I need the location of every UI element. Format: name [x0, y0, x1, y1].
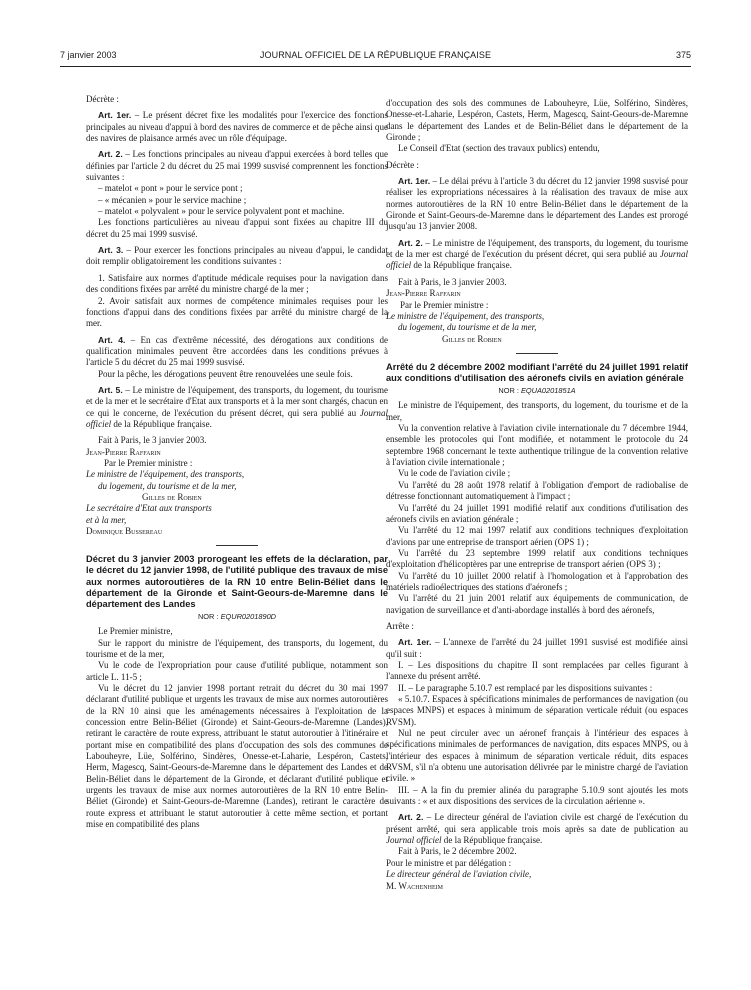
journal-title: JOURNAL OFFICIEL DE LA RÉPUBLIQUE FRANÇAISE	[259, 50, 492, 60]
article-label: Art. 1er.	[398, 176, 431, 187]
secretary-title: Le secrétaire d'Etat aux transports	[86, 503, 212, 514]
dg-title: Le directeur général de l'aviation civile,	[386, 869, 532, 880]
article-label: Art. 4.	[98, 334, 126, 345]
page-number: 375	[675, 50, 691, 60]
paragraph: Vu l'arrêté du 12 mai 1997 relatif aux conditions techniques d'exploitation d'avions par une entreprise de transport aérien (OPS 1) ;	[386, 525, 688, 547]
article-label: Art. 2.	[398, 812, 424, 823]
header-rule	[60, 66, 691, 67]
arrete-heading: Arrête :	[386, 620, 414, 631]
signature-pm: Jean-Pierre Raffarin	[86, 446, 161, 457]
article-text: – Le directeur général de l'aviation civile est chargé de l'exécution du présent arrêté, qui sera applicable trois mois après sa date de publication au	[386, 812, 688, 834]
fait-line: Fait à Paris, le 3 janvier 2003.	[98, 435, 207, 446]
list-item: – matelot « pont » pour le service pont ;	[86, 183, 388, 194]
paragraph: Pour la pêche, les dérogations peuvent être renouvelées une seule fois.	[98, 368, 353, 379]
signature-dg: M. Wachenheim	[386, 880, 443, 891]
secretary-title: et à la mer,	[86, 514, 127, 525]
list-item: – « mécanien » pour le service machine ;	[86, 195, 388, 206]
article-2	[386, 812, 688, 846]
left-column	[86, 94, 388, 830]
article-text: – Pour exercer les fonctions principales au niveau d'appui, le candidat doit remplir obligatoirement les conditions suivantes :	[86, 245, 389, 267]
signature-minister: Gilles de Robien	[442, 333, 502, 344]
issue-date: 7 janvier 2003	[60, 50, 117, 60]
paragraph: « 5.10.7. Espaces à spécifications minimales de performances de navigation (ou espaces MNPS) et espaces à minimum de séparation verticale réduit (ou espaces RVSM).	[386, 694, 688, 727]
article-text: de la République française.	[111, 418, 212, 429]
paragraph: Le Premier ministre,	[98, 626, 173, 637]
article-1	[386, 637, 688, 660]
nor-code: EQUA0201851A	[520, 386, 576, 396]
delegation-line: Pour le ministre et par délégation :	[386, 857, 512, 868]
article-text: – Les fonctions principales au niveau d'appui exercées à bord telles que définies par l'article 2 du décret du 25 mai 1999 susvisé comprennent les fonctions suivantes :	[86, 149, 388, 183]
article-text: – En cas d'extrême nécessité, des dérogations aux conditions de qualification minimales peuvent être accordées dans les conditions prévues à l'article 5 du décret du 25 mai 1999 susvisé.	[86, 334, 388, 368]
article-1	[386, 176, 688, 233]
paragraph: 2. Avoir satisfait aux normes de compétence minimales requises pour les fonctions d'appui dans des conditions fixées par arrêté du ministre chargé de la mer.	[86, 295, 388, 329]
separator	[216, 545, 258, 546]
paragraph: Vu l'arrêté du 23 septembre 1999 relatif aux conditions techniques d'exploitation d'hélicoptères par une entreprise de transport aérien (OPS 3) ;	[386, 547, 688, 570]
par-pm: Par le Premier ministre :	[400, 299, 489, 310]
fait-line: Fait à Paris, le 3 janvier 2003.	[398, 276, 507, 287]
nor-code: EQUR0201890D	[220, 611, 277, 621]
paragraph: Sur le rapport du ministre de l'équipement, des transports, du logement, du tourisme et de la mer,	[86, 637, 388, 659]
paragraph: II. – Le paragraphe 5.10.7 est remplacé par les dispositions suivantes :	[398, 682, 653, 693]
paragraph: Le ministre de l'équipement, des transports, du logement, du tourisme et de la mer,	[386, 400, 688, 422]
nor-reference	[386, 385, 688, 396]
decrete-heading: Décrète :	[386, 159, 419, 170]
paragraph: III. – A la fin du premier alinéa du paragraphe 5.10.9 sont ajoutés les mots suivants : « et aux dispositions des services de la circulation aérienne ».	[386, 784, 688, 807]
signature-pm: Jean-Pierre Raffarin	[386, 288, 461, 299]
article-label: Art. 2.	[98, 149, 123, 160]
paragraph: d'occupation des sols des communes de Labouheyre, Lüe, Solférino, Sindères, Onesse-et-Laharie, Lespéron, Castets, Herm, Magescq, Saint-Geours-de-Maremne dans le département des Landes et de Belin-Béliet dans le département de la Gironde ;	[386, 98, 688, 143]
minister-title: Le ministre de l'équipement, des transports,	[86, 469, 245, 480]
minister-title: du logement, du tourisme et de la mer,	[98, 480, 237, 491]
article-text: – Le délai prévu à l'article 3 du décret du 12 janvier 1998 susvisé pour réaliser les expropriations nécessaires à la réalisation des travaux de mise aux normes autoroutières de la RN 10 entre Belin-Béliet dans le département de la Gironde et Saint-Geours-de-Maremne dans le département des Landes est prorogé jusqu'au 13 janvier 2008.	[386, 176, 688, 232]
article-text: – Le ministre de l'équipement, des transports, du logement, du tourisme et de la mer et le secrétaire d'Etat aux transports et à la mer sont chargés, chacun en ce qui le concerne, de l'exécution du présent décret, qui sera publié au	[86, 384, 388, 418]
signature-secretary: Dominique Bussereau	[86, 526, 163, 537]
paragraph: Les fonctions particulières au niveau d'appui sont fixées au chapitre III du décret du 25 mai 1999 susvisé.	[86, 217, 388, 239]
paragraph: Vu l'arrêté du 28 août 1978 relatif à l'obligation d'emport de radiobalise de détresse fonctionnant automatiquement à l'impact ;	[386, 479, 688, 502]
article-3	[86, 245, 388, 268]
article-label: Art. 1er.	[98, 110, 132, 121]
minister-title: du logement, du tourisme et de la mer,	[398, 322, 537, 333]
nor-label: NOR :	[498, 386, 521, 396]
paragraph: Vu l'arrêté du 24 juillet 1991 modifié relatif aux conditions d'utilisation des aéronefs civils en aviation générale ;	[386, 502, 688, 524]
paragraph: Nul ne peut circuler avec un aéronef français à l'intérieur des espaces à spécifications minimales de performances de navigation, dits espaces MNPS, ou à l'intérieur des espaces à minimum de séparation verticale réduit, dits espaces RVSM, s'il n'a obtenu une autorisation délivrée par le ministre chargé de l'aviation civile. »	[386, 728, 688, 784]
page-header	[60, 50, 691, 66]
article-text: de la République française.	[441, 835, 543, 846]
minister-title: Le ministre de l'équipement, des transports,	[386, 310, 545, 321]
nor-reference	[86, 611, 388, 622]
journal-officiel-ref: Journal officiel	[386, 835, 442, 846]
function-list	[86, 183, 388, 217]
paragraph: 1. Satisfaire aux normes d'aptitude médicale requises pour la navigation dans des conditions fixées par arrêté du ministre chargé de la mer ;	[86, 272, 388, 295]
article-4	[86, 335, 388, 369]
paragraph: Vu le décret du 12 janvier 1998 portant retrait du décret du 30 mai 1997 déclarant d'utilité publique et urgents les travaux de mise aux normes autoroutières de la RN 10 ainsi que les aménagements nécessaires à l'exploitation de la concession entre Belin-Béliet (Gironde) et Saint-Geours-de-Maremne (Landes), retirant le caractère de route express, attribuant le statut autoroutier à l'itinéraire et portant mise en compatibilité des plans d'occupation des sols des communes de Labouheyre, Lüe, Solférino, Sindères, Onesse-et-Laharie, Lespéron, Castets, Herm, Magescq, Saint-Geours-de-Maremne dans le département des Landes et de Belin-Béliet dans le département de la Gironde, et déclarant d'utilité publique et urgents les travaux de mise aux normes autoroutières de la RN 10 entre Belin-Béliet (Gironde) et Saint-Geours-de-Maremne (Landes), retirant le caractère de route express et attribuant le statut autoroutier à cette même section, et portant mise en compatibilité des plans	[86, 682, 388, 830]
paragraph: Vu la convention relative à l'aviation civile internationale du 7 décembre 1944, ensemble les protocoles qui l'ont modifiée, et notamment le protocole du 24 septembre 1968 concernant le texte authentique trilingue de la convention relative à l'aviation civile internationale ;	[386, 423, 688, 468]
journal-officiel-ref: Journal officiel	[386, 249, 688, 271]
article-text: de la République française.	[411, 260, 512, 271]
article-2	[86, 149, 388, 183]
right-column	[386, 98, 688, 892]
journal-officiel-ref: Journal officiel	[86, 407, 388, 429]
separator	[516, 353, 558, 354]
paragraph: I. – Les dispositions du chapitre II sont remplacées par celles figurant à l'annexe du présent arrêté.	[386, 659, 688, 682]
article-text: – Le présent décret fixe les modalités pour l'exercice des fonctions principales au niveau d'appui à bord des navires de commerce et de pêche ainsi que des navires de plaisance armés avec un rôle d'équipage.	[86, 110, 388, 144]
list-item: – matelot « polyvalent » pour le service polyvalent pont et machine.	[86, 206, 388, 217]
article-1	[86, 110, 388, 144]
arrete-title: Arrêté du 2 décembre 2002 modifiant l'arrêté du 24 juillet 1991 relatif aux conditions d'utilisation des aéronefs civils en aviation générale	[386, 361, 688, 383]
article-5	[86, 385, 388, 430]
article-label: Art. 3.	[98, 245, 124, 256]
article-text: – Le ministre de l'équipement, des transports, du logement, du tourisme et de la mer est chargé de l'exécution du présent décret, qui sera publié au	[386, 237, 688, 260]
par-pm: Par le Premier ministre :	[104, 457, 193, 468]
article-2	[386, 238, 688, 272]
decree-title: Décret du 3 janvier 2003 prorogeant les effets de la déclaration, par le décret du 12 janvier 1998, de l'utilité publique des travaux de mise aux normes autoroutières de la RN 10 entre Belin-Béliet dans le département de la Gironde et Saint-Geours-de-Maremne dans le département des Landes	[86, 554, 388, 609]
paragraph: Vu l'arrêté du 10 juillet 2000 relatif à l'homologation et à l'approbation des matériels radioélectriques des stations d'aéronefs ;	[386, 570, 688, 592]
paragraph: Vu le code de l'expropriation pour cause d'utilité publique, notamment son article L. 11-5 ;	[86, 660, 388, 682]
article-label: Art. 1er.	[398, 637, 432, 648]
article-label: Art. 2.	[398, 237, 423, 248]
signature-minister: Gilles de Robien	[142, 492, 202, 502]
paragraph: Vu l'arrêté du 21 juin 2001 relatif aux équipements de communication, de navigation de surveillance et d'anti-abordage installés à bord des aéronefs,	[386, 593, 688, 615]
article-text: – L'annexe de l'arrêté du 24 juillet 1991 susvisé est modifiée ainsi qu'il suit :	[386, 637, 688, 659]
fait-line: Fait à Paris, le 2 décembre 2002.	[398, 846, 517, 857]
paragraph: Vu le code de l'aviation civile ;	[398, 468, 511, 479]
nor-label: NOR :	[197, 611, 221, 621]
article-label: Art. 5.	[98, 384, 123, 395]
paragraph: Le Conseil d'Etat (section des travaux publics) entendu,	[398, 143, 600, 154]
decrete-heading: Décrète :	[86, 94, 119, 104]
